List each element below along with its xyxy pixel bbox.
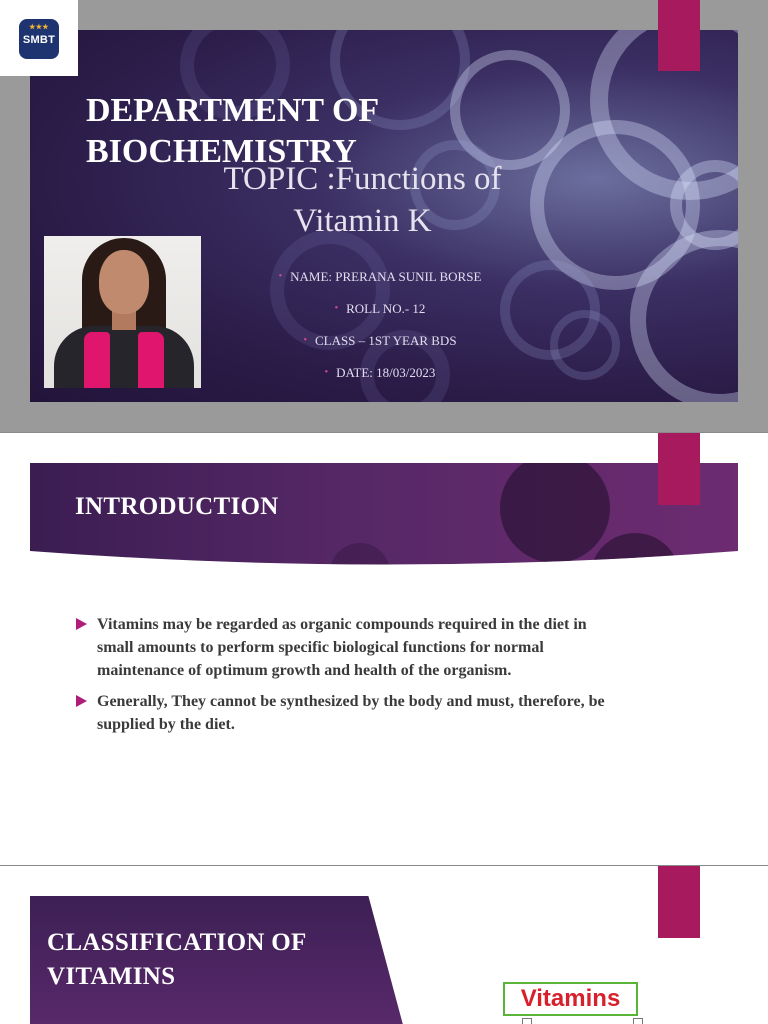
smbt-logo	[19, 19, 59, 59]
detail-class: • CLASS – 1ST YEAR BDS	[303, 333, 457, 348]
topic-title: TOPIC :Functions of Vitamin K	[223, 161, 502, 239]
triangle-bullet-icon	[76, 695, 87, 707]
slide-title: CLASSIFICATION OF VITAMINS	[47, 929, 306, 990]
classification-slide	[0, 865, 768, 1024]
triangle-bullet-icon	[76, 618, 87, 630]
introduction-slide	[0, 432, 768, 865]
presenter-details	[230, 262, 530, 390]
presenter-photo	[44, 236, 201, 388]
list-item: Vitamins may be regarded as organic compounds required in the diet in small amounts to perform specific biological functions for normal maintenance of optimum growth and health of the organism.	[76, 613, 616, 682]
intro-bullets	[76, 613, 616, 744]
bullet-icon: •	[324, 367, 329, 378]
logo-container	[0, 0, 78, 76]
diagram-connector-right	[633, 1018, 643, 1024]
bullet-icon: •	[278, 271, 283, 282]
logo-stars-icon: ★★★	[29, 24, 49, 31]
accent-tab	[658, 433, 700, 505]
logo-text: SMBT	[22, 34, 56, 46]
detail-name: • NAME: PRERANA SUNIL BORSE	[278, 269, 482, 284]
accent-tab	[658, 866, 700, 938]
accent-tab	[658, 0, 700, 71]
detail-date: • DATE: 18/03/2023	[324, 365, 436, 380]
bullet-icon: •	[303, 335, 307, 346]
bullet-icon: •	[334, 303, 339, 314]
slide-title: INTRODUCTION	[75, 493, 279, 520]
vitamins-diagram-box: Vitamins	[503, 982, 638, 1016]
title-slide	[0, 0, 768, 432]
diagram-connector-left	[522, 1018, 532, 1024]
department-heading: DEPARTMENT OF BIOCHEMISTRY	[86, 92, 378, 170]
detail-roll: • ROLL NO.- 12	[334, 301, 426, 316]
list-item: Generally, They cannot be synthesized by the body and must, therefore, be supplied by the diet.	[76, 690, 616, 736]
